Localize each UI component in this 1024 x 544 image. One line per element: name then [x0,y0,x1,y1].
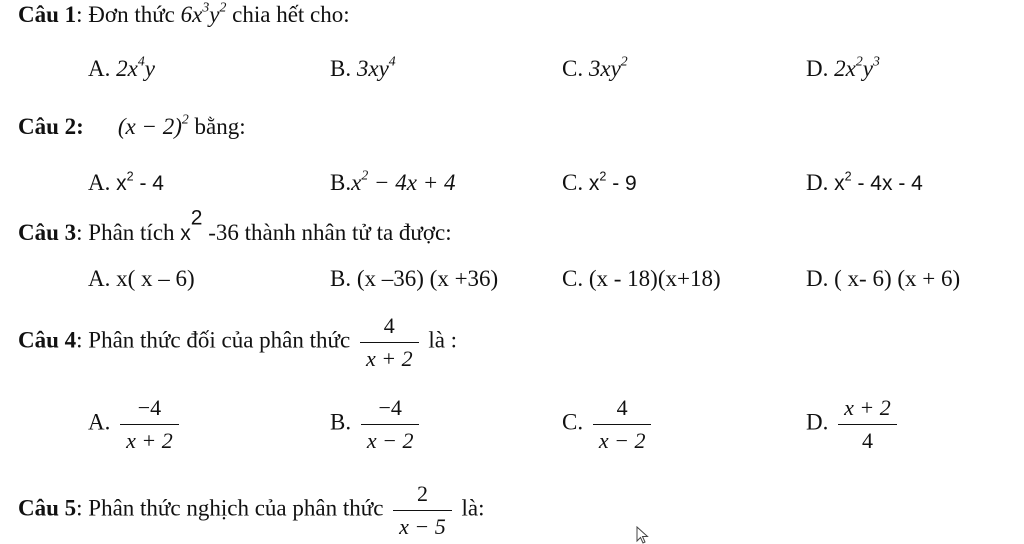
question-4-label: Câu 4 [18,327,77,353]
question-1-option-c[interactable]: C. $3xy^2$ [562,53,628,81]
question-4-fraction: $\frac{4}{x + 2}$ [360,312,419,372]
question-2-option-d[interactable]: D. $x^2 - 4x - 4$ [806,169,923,195]
question-2-stem: Câu 2: $(x - 2)^2$ bằng: [18,111,246,139]
question-3-option-c[interactable]: C. (x - 18)(x+18) [562,266,721,291]
question-1-option-b[interactable]: B. $3xy^4$ [330,53,396,81]
question-3-stem: Câu 3: Phân tích $x^2$ -36 thành nhân tử ta được: [18,206,452,245]
question-4-option-a[interactable]: A. $\frac{-4}{x + 2}$ [88,394,183,454]
question-1-option-d[interactable]: D. $2x^2y^3$ [806,53,880,81]
question-4-stem: Câu 4: Phân thức đối của phân thức $\frac{4}{x + 2}$ là : [18,313,458,371]
question-1-monomial: $6x^3y^2$ [180,0,227,27]
question-1-stem: Câu 1: Đơn thức $6x^3y^2$ chia hết cho: [18,0,350,27]
question-3-option-b[interactable]: B. (x –36) (x +36) [330,266,499,291]
question-5-label: Câu 5 [18,495,77,521]
question-3-label: Câu 3 [18,219,77,245]
question-3-expression: $x^2$ -36 [180,206,239,245]
question-3-option-d[interactable]: D. ( x- 6) (x + 6) [806,266,961,291]
question-1-option-a[interactable]: A. $2x^4y$ [88,53,155,81]
question-2-option-b[interactable]: $B.x^2 - 4x + 4$ [330,167,456,195]
question-1-label: Câu 1 [18,2,77,27]
question-2-expression: $(x - 2)^2$ [117,111,189,139]
question-4-option-b[interactable]: B. $\frac{-4}{x - 2}$ [330,394,423,454]
question-5-fraction: $\frac{2}{x - 5}$ [393,480,452,540]
question-3-option-a[interactable]: A. x( x – 6) [88,266,195,291]
mouse-cursor-icon [636,526,650,544]
question-4-option-d[interactable]: D. $\frac{x + 2}{4}$ [806,394,901,454]
question-4-option-c[interactable]: C. $\frac{4}{x - 2}$ [562,394,655,454]
question-2-option-a[interactable]: A. $x^2 - 4$ [88,169,164,195]
question-2-option-c[interactable]: C. $x^2 - 9$ [562,169,637,195]
question-2-label: Câu 2: [18,114,84,139]
question-5-stem: Câu 5: Phân thức nghịch của phân thức $\frac{2}{x - 5}$ là: [18,481,485,539]
